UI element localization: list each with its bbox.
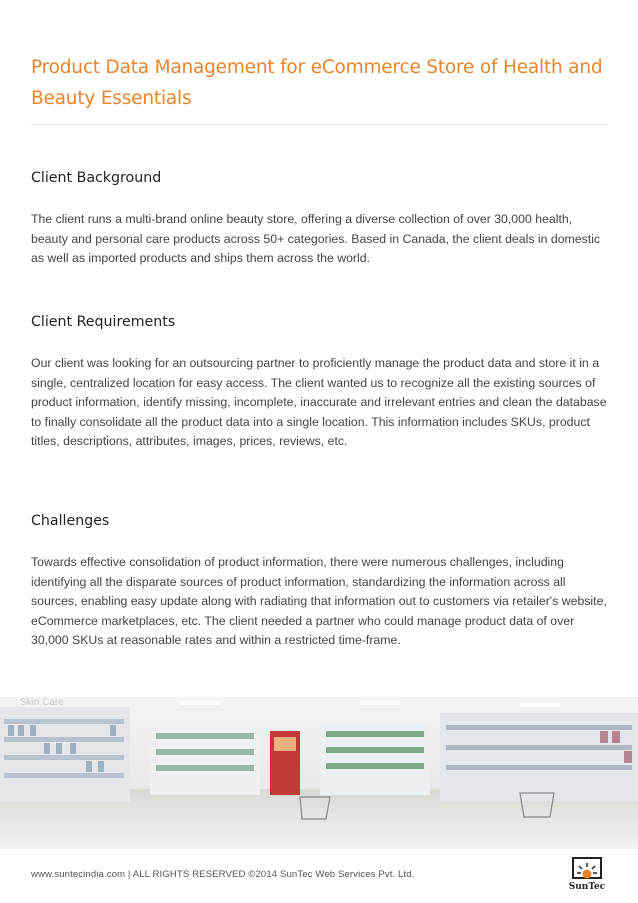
section-body: The client runs a multi-brand online beauty store, offering a diverse collection of over 30,000 health, beauty and personal care products across 50+ categories. Based in Canada, the client deals in domestic as well as imported products and ships them across the world. [31, 212, 601, 266]
page-title: Product Data Management for eCommerce Store of Health and Beauty Essentials [31, 57, 603, 109]
section-challenges [31, 511, 611, 651]
section-client-requirements [31, 312, 611, 452]
store-interior-photo [0, 697, 638, 849]
footer-copyright: www.suntecindia.com | ALL RIGHTS RESERVED ©2014 SunTec Web Services Pvt. Ltd. [31, 869, 415, 880]
suntec-logo [567, 855, 607, 897]
section-heading: Client Background [31, 170, 162, 186]
sun-icon [567, 855, 607, 883]
section-heading: Client Requirements [31, 314, 176, 330]
photo-sign-text: Skin Care [20, 697, 64, 708]
section-client-background [31, 168, 611, 269]
logo-text: SunTec [568, 882, 606, 892]
title-divider [31, 124, 608, 125]
section-heading: Challenges [31, 513, 110, 529]
section-body: Our client was looking for an outsourcing partner to proficiently manage the product data and store it in a single, centralized location for easy access. The client wanted us to recognize all the existing sources of product information, identify missing, incomplete, inaccurate and irrelevant entries and clean the database to finally consolidate all the product data into a single location. This information includes SKUs, product titles, descriptions, attributes, images, prices, reviews, etc. [31, 356, 607, 449]
section-body: Towards effective consolidation of product information, there were numerous challenges, including identifying all the disparate sources of product information, standardizing the information across all sources, enabling easy update along with radiating that information out to customers via retailer's website, eCommerce marketplaces, etc. The client needed a partner who could manage product data of over 30,000 SKUs at reasonable rates and within a restricted time-frame. [31, 555, 607, 648]
